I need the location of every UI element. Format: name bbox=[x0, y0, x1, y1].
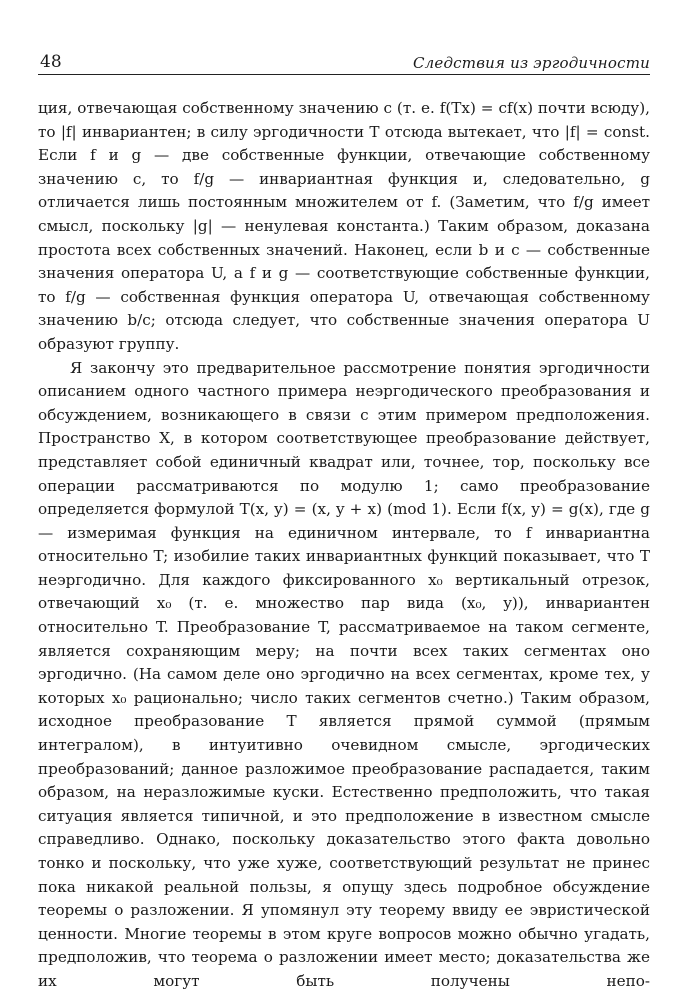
running-title: Следствия из эргодичности bbox=[412, 54, 650, 72]
paragraph-eigenvalues: ция, отвечающая собственному значению c (т. е. f(Tx) = cf(x) почти всюду), то |f| инвариантен; в силу эргодичности T отсюда вытекает, что |f| = const. Если f и g — две собственные функции, отвечающие собственному значению c, то f/g — инвариантная функция и, следовательно, g отличается лишь постоянным множителем от f. (Заметим, что f/g имеет смысл, поскольку |g| — ненулевая константа.) Таким образом, доказана простота всех собственных значений. Наконец, если b и c — собственные значения оператора U, а f и g — соответствующие собственные функции, то f/g — собственная функция оператора U, отвечающая собственному значению b/c; отсюда следует, что собственные значения оператора U образуют группу. bbox=[38, 99, 650, 353]
book-page bbox=[38, 50, 650, 994]
paragraph-nonergodic-example: Я закончу это предварительное рассмотрение понятия эргодичности описанием одного частного примера неэргодического преобразования и обсуждением, возникающего в связи с этим примером предположения. Пространство X, в котором соответствующее преобразование действует, представляет собой единичный квадрат или, точнее, тор, поскольку все операции рассматриваются по модулю 1; само преобразование определяется формулой T(x, y) = (x, y + x) (mod 1). Если f(x, y) = g(x), где g — измеримая функция на единичном интервале, то f инвариантна относительно T; изобилие таких инвариантных функций показывает, что T неэргодично. Для каждого фиксированного x₀ вертикальный отрезок, отвечающий x₀ (т. е. множество пар вида (x₀, y)), инвариантен относительно T. Преобразование T, рассматриваемое на таком сегменте, является сохраняющим меру; на почти всех таких сегментах оно эргодично. (На самом деле оно эргодично на всех сегментах, кроме тех, у которых x₀ рационально; число таких сегментов счетно.) Таким образом, исходное преобразование T является прямой суммой (прямым интегралом), в интуитивно очевидном смысле, эргодических преобразований; данное разложимое преобразование распадается, таким образом, на неразложимые куски. Естественно предположить, что такая ситуация является типичной, и это предположение в известном смысле справедливо. Однако, поскольку доказательство этого факта довольно тонко и поскольку, что уже хуже, соответствующий результат не принес пока никакой реальной пользы, я опущу здесь подробное обсуждение теоремы о разложении. Я упомянул эту теорему ввиду ее эвристической ценности. Многие теоремы в этом круге вопросов можно обычно угадать, предположив, что теорема о разложении имеет место; доказательства же их могут быть получены непо- bbox=[38, 358, 650, 990]
page-number: 48 bbox=[40, 52, 62, 72]
running-header bbox=[38, 50, 650, 75]
body-text bbox=[38, 97, 650, 994]
